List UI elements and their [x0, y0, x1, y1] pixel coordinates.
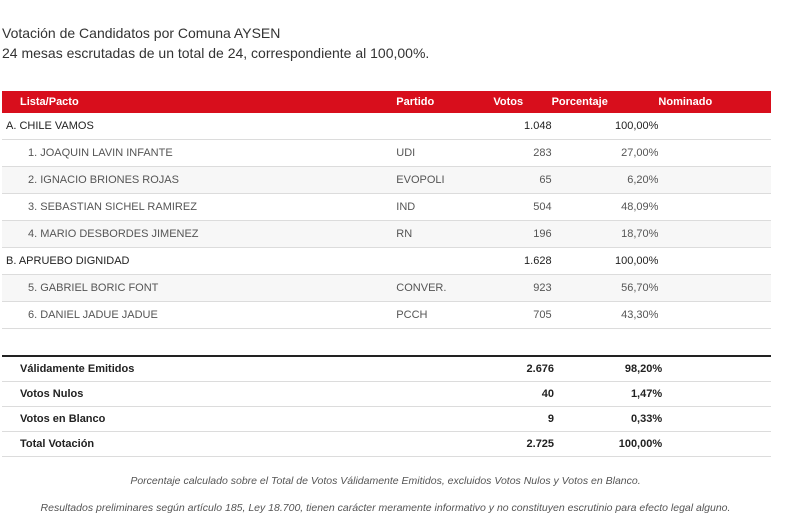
totals-votos: 40: [495, 382, 554, 407]
totals-row: [2, 356, 771, 382]
col-header-porcentaje: Porcentaje: [552, 91, 659, 113]
col-header-votos: Votos: [493, 91, 551, 113]
col-header-partido: Partido: [396, 91, 493, 113]
footnote-percentage: Porcentaje calculado sobre el Total de Votos Válidamente Emitidos, excluidos Votos Nulos y Votos en Blanco.: [130, 475, 641, 487]
cell-votos: 1.628: [493, 248, 551, 275]
cell-name: 4. MARIO DESBORDES JIMENEZ: [2, 221, 396, 248]
cell-name: 6. DANIEL JADUE JADUE: [2, 302, 396, 329]
cell-name: 3. SEBASTIAN SICHEL RAMIREZ: [2, 194, 396, 221]
cell-partido: PCCH: [396, 302, 493, 329]
table-row-candidate: [2, 167, 771, 194]
cell-porcentaje: 48,09%: [552, 194, 659, 221]
cell-partido: IND: [396, 194, 493, 221]
cell-votos: 196: [493, 221, 551, 248]
cell-partido: CONVER.: [396, 275, 493, 302]
cell-nominado: [658, 275, 771, 302]
totals-label: Válidamente Emitidos: [2, 356, 398, 382]
totals-label: Votos Nulos: [2, 382, 398, 407]
totals-spacer: [662, 432, 771, 457]
totals-spacer: [662, 407, 771, 432]
totals-row: [2, 407, 771, 432]
cell-votos: 65: [493, 167, 551, 194]
cell-nominado: [658, 194, 771, 221]
table-row-pacto: [2, 248, 771, 275]
totals-votos: 2.725: [495, 432, 554, 457]
totals-row: [2, 382, 771, 407]
cell-name: 2. IGNACIO BRIONES ROJAS: [2, 167, 396, 194]
cell-porcentaje: 100,00%: [552, 248, 659, 275]
cell-porcentaje: 56,70%: [552, 275, 659, 302]
cell-porcentaje: 18,70%: [552, 221, 659, 248]
col-header-lista: Lista/Pacto: [2, 91, 396, 113]
table-row-candidate: [2, 221, 771, 248]
cell-porcentaje: 27,00%: [552, 140, 659, 167]
table-row-candidate: [2, 140, 771, 167]
page-subtitle: 24 mesas escrutadas de un total de 24, correspondiente al 100,00%.: [2, 45, 430, 61]
footnote-legal: Resultados preliminares según artículo 185, Ley 18.700, tienen carácter meramente informativo y no constituyen escrutinio para efecto legal alguno.: [40, 502, 731, 514]
totals-table: [2, 355, 771, 457]
cell-partido: [396, 113, 493, 140]
totals-porcentaje: 0,33%: [554, 407, 662, 432]
cell-partido: EVOPOLI: [396, 167, 493, 194]
results-table: [2, 91, 771, 329]
cell-porcentaje: 6,20%: [552, 167, 659, 194]
results-header-row: [2, 91, 771, 113]
cell-nominado: [658, 113, 771, 140]
page-title: Votación de Candidatos por Comuna AYSEN: [2, 25, 281, 41]
cell-nominado: [658, 221, 771, 248]
cell-nominado: [658, 302, 771, 329]
table-row-candidate: [2, 275, 771, 302]
table-row-candidate: [2, 194, 771, 221]
cell-name: B. APRUEBO DIGNIDAD: [2, 248, 396, 275]
totals-spacer: [662, 382, 771, 407]
cell-nominado: [658, 140, 771, 167]
cell-votos: 1.048: [493, 113, 551, 140]
totals-label: Votos en Blanco: [2, 407, 398, 432]
totals-porcentaje: 98,20%: [554, 356, 662, 382]
cell-name: 5. GABRIEL BORIC FONT: [2, 275, 396, 302]
page-header: [2, 23, 429, 63]
cell-partido: RN: [396, 221, 493, 248]
totals-label: Total Votación: [2, 432, 398, 457]
cell-votos: 705: [493, 302, 551, 329]
cell-votos: 923: [493, 275, 551, 302]
cell-votos: 504: [493, 194, 551, 221]
cell-votos: 283: [493, 140, 551, 167]
totals-porcentaje: 1,47%: [554, 382, 662, 407]
cell-partido: [396, 248, 493, 275]
totals-spacer: [398, 356, 495, 382]
totals-spacer: [398, 407, 495, 432]
cell-porcentaje: 100,00%: [552, 113, 659, 140]
table-row-pacto: [2, 113, 771, 140]
cell-name: A. CHILE VAMOS: [2, 113, 396, 140]
totals-row: [2, 432, 771, 457]
table-row-candidate: [2, 302, 771, 329]
totals-spacer: [398, 382, 495, 407]
totals-votos: 2.676: [495, 356, 554, 382]
cell-name: 1. JOAQUIN LAVIN INFANTE: [2, 140, 396, 167]
cell-porcentaje: 43,30%: [552, 302, 659, 329]
totals-votos: 9: [495, 407, 554, 432]
cell-nominado: [658, 167, 771, 194]
totals-spacer: [662, 356, 771, 382]
totals-spacer: [398, 432, 495, 457]
cell-partido: UDI: [396, 140, 493, 167]
totals-porcentaje: 100,00%: [554, 432, 662, 457]
col-header-nominado: Nominado: [658, 91, 771, 113]
cell-nominado: [658, 248, 771, 275]
